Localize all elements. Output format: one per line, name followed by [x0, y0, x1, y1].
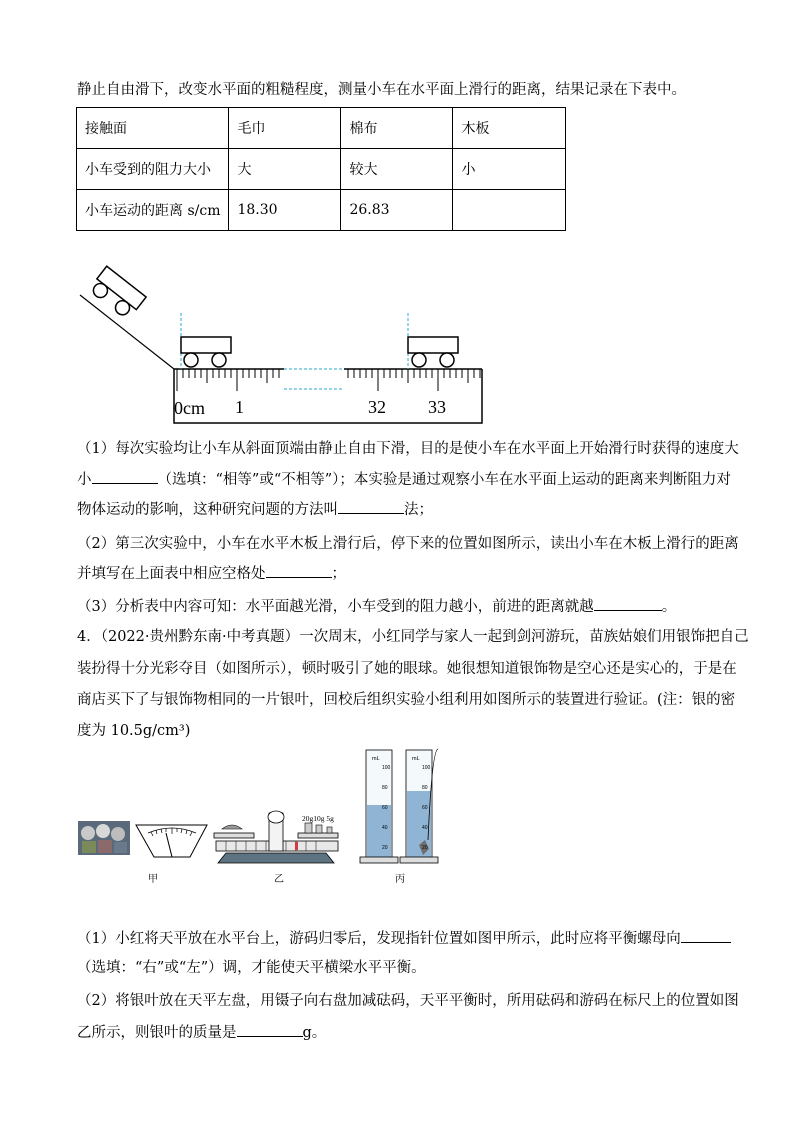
graduated-cylinders-bing [360, 749, 438, 863]
q4-line4: 度为 10.5g/cm³) [77, 723, 191, 739]
start-cart [181, 313, 231, 369]
cylinder-tick: 80 [382, 785, 388, 791]
q4-p1-line2: （选填：“右”或“左”）调，才能使天平横梁水平平衡。 [77, 960, 426, 976]
q3-p2-line2 [77, 563, 346, 584]
cylinder-tick: 20 [382, 845, 388, 851]
q3-text: 。 [661, 599, 677, 615]
end-cart [408, 313, 458, 369]
cylinder-unit: mL [372, 756, 380, 762]
cylinder-tick: 60 [382, 805, 388, 811]
table-cell: 毛巾 [229, 108, 341, 149]
table-cell: 26.83 [341, 190, 453, 231]
q4-text: （1）小红将天平放在水平台上，游码归零后，发现指针位置如图甲所示，此时应将平衡螺母向 [77, 931, 681, 947]
q4-p1-line1 [77, 928, 731, 949]
silver-ornaments-photo [78, 821, 130, 855]
q3-p3-line [77, 596, 676, 617]
cylinder-tick: 80 [422, 785, 428, 791]
q3-p1-line2 [77, 469, 731, 490]
ruler-label: 32 [368, 397, 386, 417]
table-cell: 木板 [453, 108, 566, 149]
q3-text: 小 [77, 472, 92, 488]
q3-text: 并填写在上面表中相应空格处 [77, 566, 266, 582]
table-cell: 接触面 [77, 108, 229, 149]
cylinder-tick: 40 [422, 825, 428, 831]
intro-text: 静止自由滑下，改变水平面的粗糙程度，测量小车在水平面上滑行的距离，结果记录在下表中。 [77, 82, 686, 98]
q4-line2: 装扮得十分光彩夺目（如图所示），顿时吸引了她的眼球。她很想知道银饰物是空心还是实心的，于是在 [77, 661, 737, 677]
cylinder-tick: 60 [422, 805, 428, 811]
table-cell: 棉布 [341, 108, 453, 149]
balance-yi [214, 811, 338, 863]
q3-p1-line1: （1）每次实验均让小车从斜面顶端由静止自由下滑，目的是使小车在水平面上开始滑行时获得的速度大 [77, 441, 739, 457]
q3-text: （3）分析表中内容可知：水平面越光滑，小车受到的阻力越小，前进的距离就越 [77, 599, 594, 615]
answer-blank[interactable] [594, 596, 662, 611]
ruler-figure [70, 265, 500, 425]
answer-blank[interactable] [237, 1022, 303, 1037]
q3-text: 物体运动的影响，这种研究问题的方法叫 [77, 502, 338, 518]
cylinder-tick: 100 [382, 765, 391, 771]
ruler-label: 33 [428, 397, 446, 417]
cylinder-tick: 20 [422, 845, 428, 851]
table-cell: 较大 [341, 149, 453, 190]
table-cell: 小车运动的距离 s/cm [77, 190, 229, 231]
results-table [76, 107, 566, 231]
q4-figure [76, 745, 456, 890]
q4-line3: 商店买下了与银饰物相同的一片银叶，回校后组织实验小组利用如图所示的装置进行验证。(注：银的密 [77, 692, 736, 708]
ruler-label: 1 [235, 397, 244, 417]
cylinder-tick: 40 [382, 825, 388, 831]
answer-blank[interactable] [338, 499, 404, 514]
table-row [77, 190, 566, 231]
answer-blank[interactable] [681, 928, 731, 943]
cylinder-tick: 100 [422, 765, 431, 771]
q3-text: （选填：“相等”或“不相等”）；本实验是通过观察小车在水平面上运动的距离来判断阻力对 [157, 472, 731, 488]
table-cell: 小车受到的阻力大小 [77, 149, 229, 190]
answer-cell-empty[interactable] [453, 190, 566, 231]
ruler-label: 0cm [174, 398, 205, 418]
q4-text: 乙所示，则银叶的质量是 [77, 1025, 237, 1041]
q4-text: g。 [302, 1025, 327, 1041]
table-row [77, 108, 566, 149]
incline-cart [88, 266, 146, 320]
pointer-scale-jia [136, 825, 207, 857]
figure-label-yi: 乙 [274, 874, 284, 885]
q3-text: 法； [404, 502, 433, 518]
q4-line1: 4．（2022·贵州黔东南·中考真题）一次周末，小红同学与家人一起到剑河游玩，苗族姑娘们用银饰把自己 [77, 629, 749, 645]
figure-label-bing: 丙 [395, 874, 405, 885]
q3-p1-line3 [77, 499, 433, 520]
answer-blank[interactable] [266, 563, 332, 578]
q3-p2-line1: （2）第三次实验中，小车在水平木板上滑行后，停下来的位置如图所示，读出小车在木板上滑行的距离 [77, 536, 739, 552]
table-cell: 大 [229, 149, 341, 190]
table-cell: 18.30 [229, 190, 341, 231]
figure-label-jia: 甲 [148, 874, 158, 885]
answer-blank[interactable] [92, 469, 158, 484]
table-row [77, 149, 566, 190]
q3-text: ； [331, 566, 346, 582]
q4-p2-line2 [77, 1022, 326, 1043]
cylinder-unit: mL [412, 756, 420, 762]
table-cell: 小 [453, 149, 566, 190]
q4-p2-line1: （2）将银叶放在天平左盘，用镊子向右盘加减砝码，天平平衡时，所用砝码和游码在标尺上的位置如图 [77, 993, 739, 1009]
weights-label: 20g10g 5g [302, 814, 334, 823]
